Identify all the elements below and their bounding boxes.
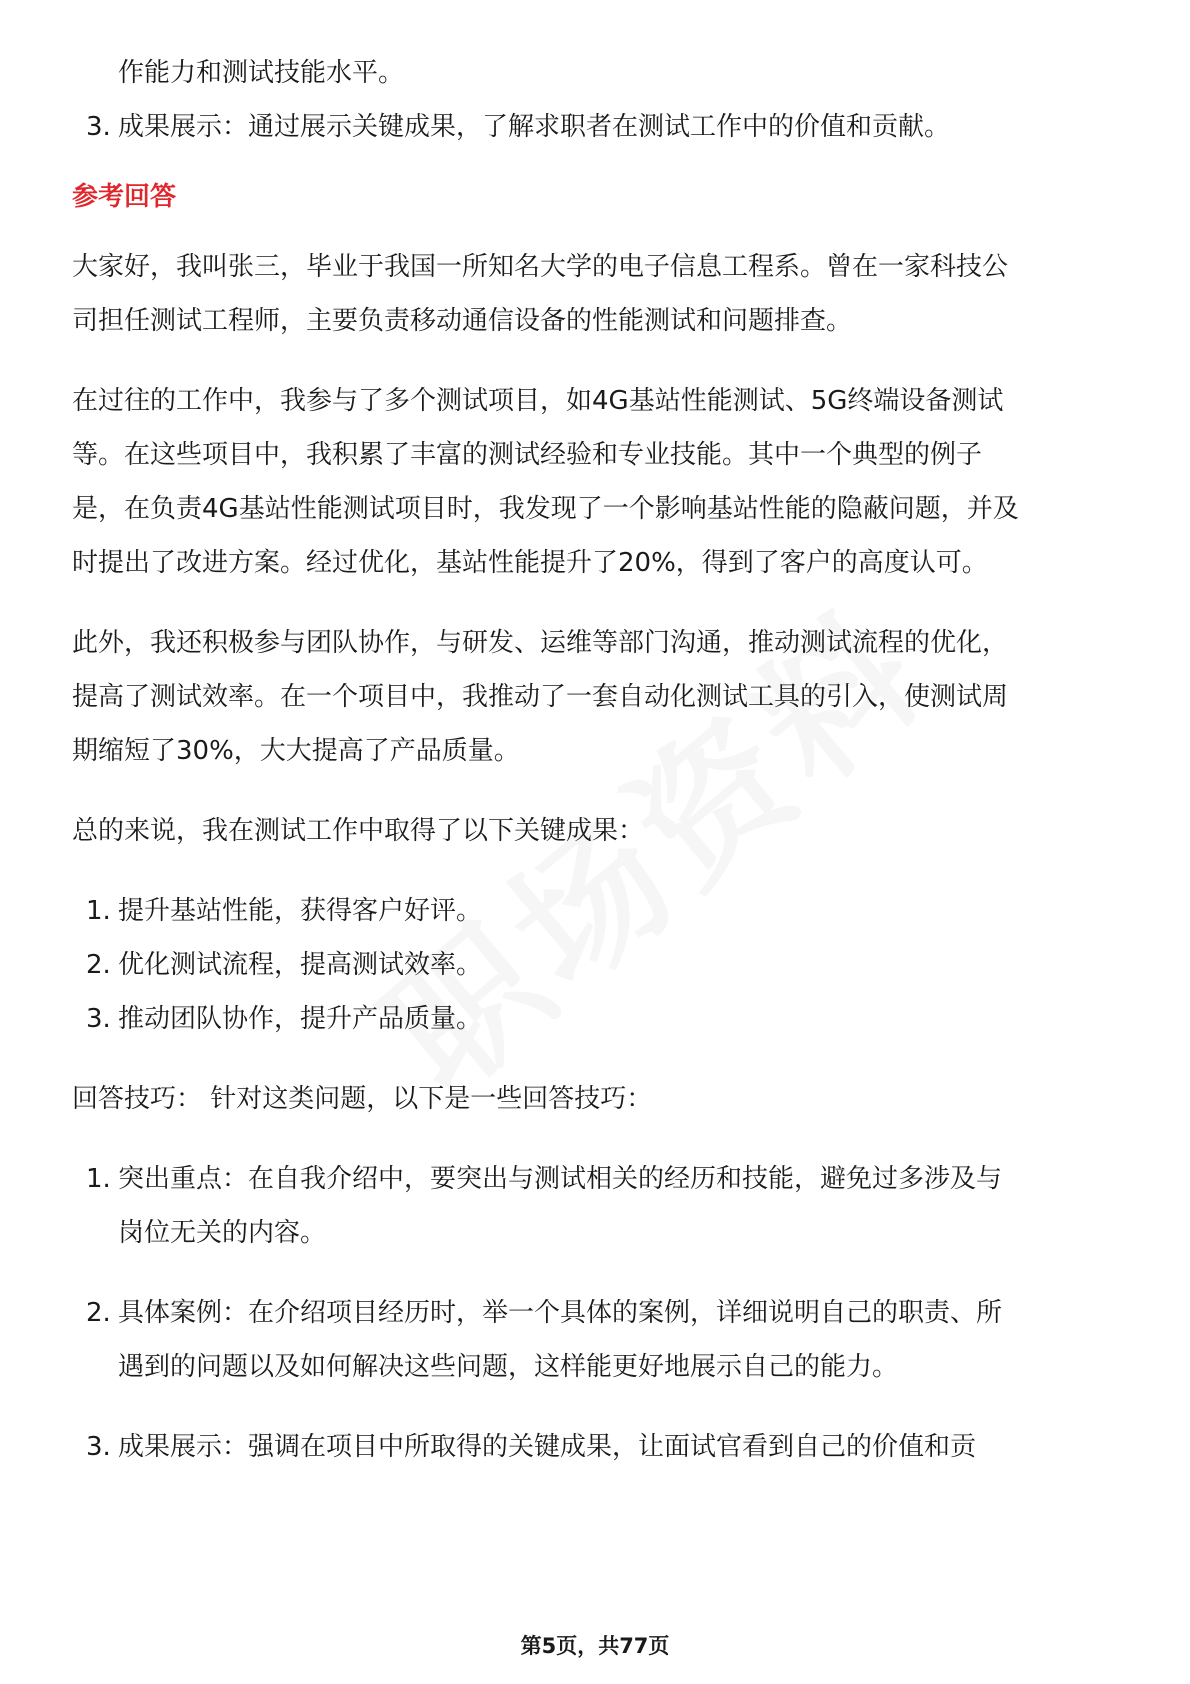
list-item: 遇到的问题以及如何解决这些问题，这样能更好地展示自己的能力。 (118, 1352, 899, 1382)
paragraph-line: 大家好，我叫张三，毕业于我国一所知名大学的电子信息工程系。曾在一家科技公 (72, 252, 1009, 282)
list-item: 岗位无关的内容。 (118, 1218, 327, 1248)
list-number: 3. (86, 1004, 111, 1034)
paragraph-line: 在过往的工作中，我参与了多个测试项目，如4G基站性能测试、5G终端设备测试 (72, 386, 1004, 416)
list-number: 3. (86, 1432, 111, 1462)
tips-intro-text: 回答技巧： 针对这类问题，以下是一些回答技巧： (72, 1084, 653, 1114)
list-item: 成果展示：强调在项目中所取得的关键成果，让面试官看到自己的价值和贡 (118, 1432, 977, 1462)
paragraph-line: 司担任测试工程师，主要负责移动通信设备的性能测试和问题排查。 (72, 306, 853, 336)
paragraph-line: 等。在这些项目中，我积累了丰富的测试经验和专业技能。其中一个典型的例子 (72, 440, 983, 470)
list-item: 突出重点：在自我介绍中，要突出与测试相关的经历和技能，避免过多涉及与 (118, 1164, 1003, 1194)
top-list-number: 3. (86, 112, 111, 142)
list-item: 推动团队协作，提升产品质量。 (118, 1004, 483, 1034)
list-number: 2. (86, 1298, 111, 1328)
top-list-item-text: 成果展示：通过展示关键成果，了解求职者在测试工作中的价值和贡献。 (118, 112, 951, 142)
list-item: 提升基站性能，获得客户好评。 (118, 896, 483, 926)
list-number: 2. (86, 950, 111, 980)
paragraph-line: 是，在负责4G基站性能测试项目时，我发现了一个影响基站性能的隐蔽问题，并及 (72, 494, 1019, 524)
paragraph-line: 期缩短了30%，大大提高了产品质量。 (72, 736, 520, 766)
paragraph-line: 提高了测试效率。在一个项目中，我推动了一套自动化测试工具的引入，使测试周 (72, 682, 1009, 712)
page-footer: 第5页，共77页 (520, 1634, 670, 1658)
list-item: 优化测试流程，提高测试效率。 (118, 950, 483, 980)
list-item: 具体案例：在介绍项目经历时，举一个具体的案例，详细说明自己的职责、所 (118, 1298, 1003, 1328)
list-number: 1. (86, 896, 111, 926)
paragraph-line: 此外，我还积极参与团队协作，与研发、运维等部门沟通，推动测试流程的优化， (72, 628, 1009, 658)
top-continuation-text: 作能力和测试技能水平。 (118, 58, 405, 88)
summary-text: 总的来说，我在测试工作中取得了以下关键成果： (72, 816, 645, 846)
paragraph-line: 时提出了改进方案。经过优化，基站性能提升了20%，得到了客户的高度认可。 (72, 548, 988, 578)
section-heading: 参考回答 (72, 182, 177, 212)
list-number: 1. (86, 1164, 111, 1194)
